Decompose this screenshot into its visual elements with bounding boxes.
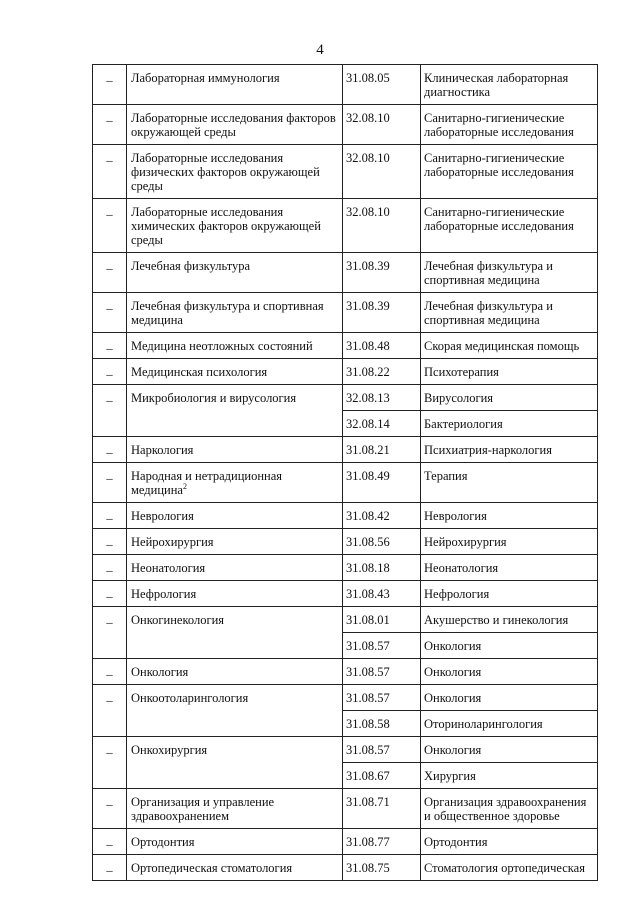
specialty-code: 31.08.57 [343, 633, 421, 659]
specialty-name: Наркология [131, 443, 194, 457]
specialty-name: Народная и нетрадиционная медицина [131, 469, 283, 497]
specialty-name: Лечебная физкультура и спортивная медицина [131, 299, 324, 327]
related-specialty: Психиатрия-наркология [421, 437, 598, 463]
table-row [93, 503, 598, 529]
specialty-code: 31.08.05 [343, 65, 421, 105]
footnote-marker: 2 [182, 481, 187, 491]
specialty-code: 32.08.14 [343, 411, 421, 437]
specialty-name-cell [127, 437, 343, 463]
specialty-name: Онкология [131, 665, 189, 679]
table-row [93, 607, 598, 633]
table-row [93, 253, 598, 293]
table-row [93, 737, 598, 763]
related-specialty: Нейрохирургия [421, 529, 598, 555]
specialty-name-cell [127, 359, 343, 385]
related-specialty: Оториноларингология [421, 711, 598, 737]
specialty-code: 31.08.18 [343, 555, 421, 581]
related-specialty: Онкология [421, 685, 598, 711]
row-marker: _ [93, 503, 127, 529]
table-row [93, 855, 598, 881]
row-marker: _ [93, 293, 127, 333]
related-specialty: Санитарно-гигиенические лабораторные исследования [421, 199, 598, 253]
specialty-name-cell [127, 253, 343, 293]
row-marker: _ [93, 685, 127, 737]
row-marker: _ [93, 437, 127, 463]
related-specialty: Акушерство и гинекология [421, 607, 598, 633]
specialty-name: Медицина неотложных состояний [131, 339, 313, 353]
specialty-name: Нефрология [131, 587, 197, 601]
specialty-name-cell [127, 145, 343, 199]
row-marker: _ [93, 253, 127, 293]
specialty-code: 31.08.39 [343, 253, 421, 293]
specialty-name-cell [127, 685, 343, 737]
specialty-name-cell [127, 503, 343, 529]
specialty-code: 31.08.57 [343, 659, 421, 685]
specialty-name: Нейрохирургия [131, 535, 214, 549]
specialty-name-cell [127, 293, 343, 333]
specialties-table-wrapper [92, 64, 597, 881]
table-row [93, 829, 598, 855]
related-specialty: Психотерапия [421, 359, 598, 385]
specialty-code: 31.08.75 [343, 855, 421, 881]
specialties-table-body [93, 65, 598, 881]
specialty-code: 31.08.57 [343, 685, 421, 711]
specialty-code: 31.08.42 [343, 503, 421, 529]
specialty-name: Ортодонтия [131, 835, 195, 849]
specialty-code: 31.08.71 [343, 789, 421, 829]
table-row [93, 145, 598, 199]
related-specialty: Клиническая лабораторная диагностика [421, 65, 598, 105]
related-specialty: Лечебная физкультура и спортивная медицина [421, 293, 598, 333]
table-row [93, 659, 598, 685]
related-specialty: Лечебная физкультура и спортивная медицина [421, 253, 598, 293]
specialty-name-cell [127, 65, 343, 105]
specialty-name-cell [127, 659, 343, 685]
specialty-name: Онкохирургия [131, 743, 208, 757]
page-number: 4 [316, 42, 324, 58]
related-specialty: Хирургия [421, 763, 598, 789]
row-marker: _ [93, 789, 127, 829]
specialty-name-cell [127, 463, 343, 503]
table-row [93, 333, 598, 359]
specialty-code: 31.08.01 [343, 607, 421, 633]
specialty-name-cell [127, 829, 343, 855]
specialty-name: Лабораторная иммунология [131, 71, 280, 85]
related-specialty: Санитарно-гигиенические лабораторные исследования [421, 145, 598, 199]
specialty-name-cell [127, 529, 343, 555]
table-row [93, 199, 598, 253]
table-row [93, 105, 598, 145]
specialty-name: Микробиология и вирусология [131, 391, 297, 405]
table-row [93, 65, 598, 105]
specialty-name-cell [127, 855, 343, 881]
table-row [93, 581, 598, 607]
row-marker: _ [93, 581, 127, 607]
specialty-code: 31.08.77 [343, 829, 421, 855]
related-specialty: Нефрология [421, 581, 598, 607]
specialty-code: 31.08.43 [343, 581, 421, 607]
row-marker: _ [93, 145, 127, 199]
specialty-name: Лабораторные исследования химических факторов окружающей среды [131, 205, 321, 247]
table-row [93, 385, 598, 411]
specialty-name: Онкогинекология [131, 613, 225, 627]
related-specialty: Бактериология [421, 411, 598, 437]
specialty-name-cell [127, 607, 343, 659]
specialty-name: Лабораторные исследования физических факторов окружающей среды [131, 151, 320, 193]
specialty-code: 31.08.48 [343, 333, 421, 359]
row-marker: _ [93, 359, 127, 385]
row-marker: _ [93, 555, 127, 581]
specialty-name-cell [127, 737, 343, 789]
specialty-name-cell [127, 555, 343, 581]
related-specialty: Онкология [421, 737, 598, 763]
specialty-name: Онкоотоларингология [131, 691, 249, 705]
related-specialty: Неонатология [421, 555, 598, 581]
table-row [93, 529, 598, 555]
related-specialty: Стоматология ортопедическая [421, 855, 598, 881]
specialty-code: 31.08.57 [343, 737, 421, 763]
specialty-name-cell [127, 105, 343, 145]
specialty-code: 32.08.10 [343, 145, 421, 199]
specialty-code: 31.08.49 [343, 463, 421, 503]
row-marker: _ [93, 385, 127, 437]
specialty-name-cell [127, 199, 343, 253]
specialty-name-cell [127, 581, 343, 607]
table-row [93, 359, 598, 385]
row-marker: _ [93, 659, 127, 685]
specialty-code: 31.08.58 [343, 711, 421, 737]
row-marker: _ [93, 65, 127, 105]
table-row [93, 685, 598, 711]
related-specialty: Онкология [421, 633, 598, 659]
table-row [93, 293, 598, 333]
related-specialty: Ортодонтия [421, 829, 598, 855]
row-marker: _ [93, 855, 127, 881]
specialty-code: 32.08.10 [343, 199, 421, 253]
specialty-code: 32.08.13 [343, 385, 421, 411]
table-row [93, 555, 598, 581]
specialty-name: Медицинская психология [131, 365, 268, 379]
specialties-table [92, 64, 598, 881]
row-marker: _ [93, 737, 127, 789]
specialty-name: Организация и управление здравоохранением [131, 795, 275, 823]
table-row [93, 463, 598, 503]
specialty-code: 31.08.21 [343, 437, 421, 463]
row-marker: _ [93, 333, 127, 359]
specialty-name: Лечебная физкультура [131, 259, 251, 273]
related-specialty: Онкология [421, 659, 598, 685]
specialty-code: 31.08.56 [343, 529, 421, 555]
row-marker: _ [93, 829, 127, 855]
related-specialty: Вирусология [421, 385, 598, 411]
specialty-code: 32.08.10 [343, 105, 421, 145]
table-row [93, 437, 598, 463]
specialty-name: Неонатология [131, 561, 206, 575]
related-specialty: Терапия [421, 463, 598, 503]
row-marker: _ [93, 199, 127, 253]
specialty-code: 31.08.39 [343, 293, 421, 333]
related-specialty: Санитарно-гигиенические лабораторные исследования [421, 105, 598, 145]
related-specialty: Организация здравоохранения и общественное здоровье [421, 789, 598, 829]
specialty-code: 31.08.67 [343, 763, 421, 789]
row-marker: _ [93, 105, 127, 145]
specialty-name: Неврология [131, 509, 194, 523]
row-marker: _ [93, 463, 127, 503]
specialty-name-cell [127, 333, 343, 359]
specialty-name: Ортопедическая стоматология [131, 861, 293, 875]
row-marker: _ [93, 607, 127, 659]
specialty-code: 31.08.22 [343, 359, 421, 385]
related-specialty: Скорая медицинская помощь [421, 333, 598, 359]
specialty-name: Лабораторные исследования факторов окружающей среды [131, 111, 336, 139]
specialty-name-cell [127, 385, 343, 437]
row-marker: _ [93, 529, 127, 555]
specialty-name-cell [127, 789, 343, 829]
table-row [93, 789, 598, 829]
related-specialty: Неврология [421, 503, 598, 529]
